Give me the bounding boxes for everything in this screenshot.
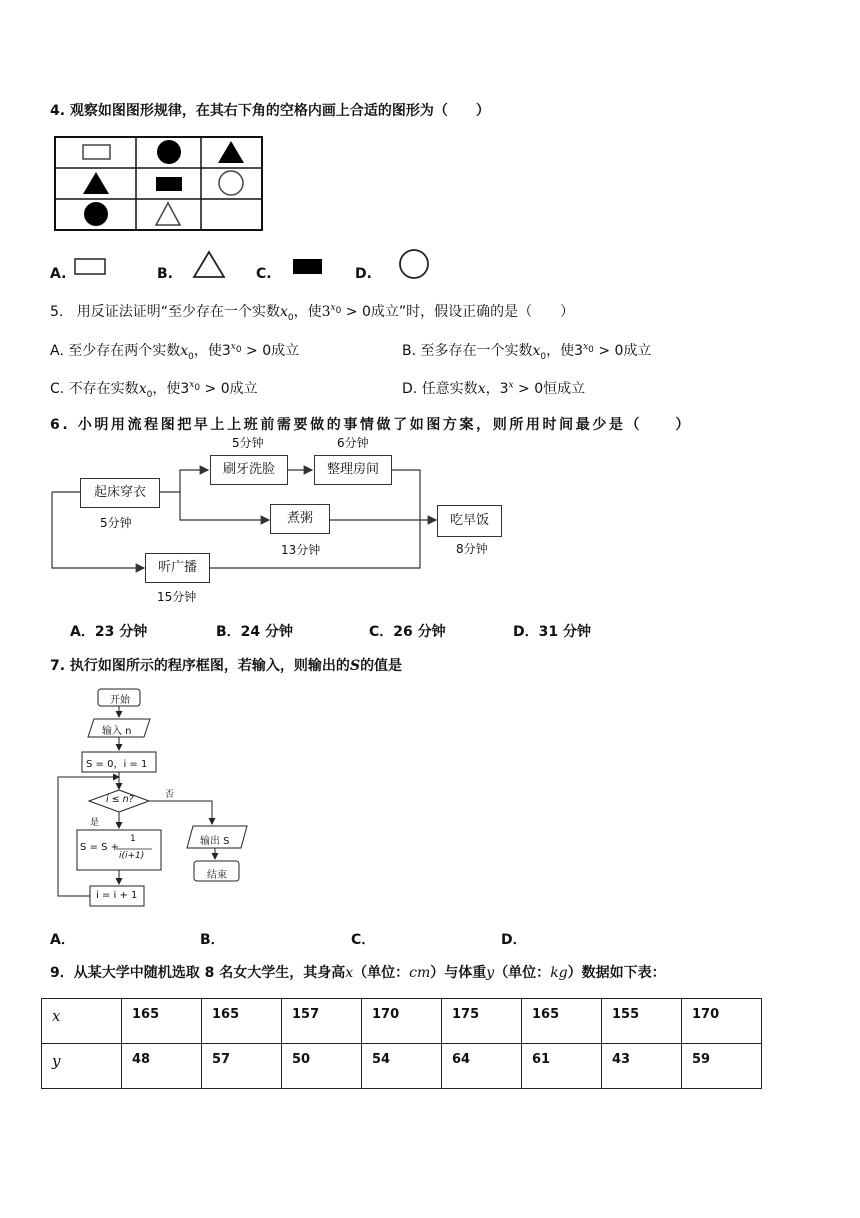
question-7-text: 7. 执行如图所示的程序框图，若输入，则输出的S的值是 xyxy=(50,658,403,674)
height-weight-table xyxy=(41,998,762,1089)
time-radio: 15分钟 xyxy=(157,590,197,604)
q4-option-b[interactable]: B. xyxy=(157,266,173,282)
flow-box-brush: 刷牙洗脸 xyxy=(210,455,288,485)
q6-option-b[interactable]: B．24 分钟 xyxy=(216,624,294,640)
y-cell: 59 xyxy=(682,1044,762,1089)
filled-circle-shape xyxy=(157,140,181,164)
y-cell: 61 xyxy=(522,1044,602,1089)
y-cell: 54 xyxy=(362,1044,442,1089)
table-row-y xyxy=(42,1044,762,1089)
question-5-text: 5. 用反证法证明“至少存在一个实数$x_0$，使$3^{x_0} > 0$成立”时，假设正确的是（ ） xyxy=(50,303,575,323)
question-6-text: 6. 小明用流程图把早上上班前需要做的事情做了如图方案，则所用时间最少是（ ） xyxy=(50,417,692,433)
q7-option-d[interactable]: D． xyxy=(501,932,527,948)
flow-box-breakfast: 吃早饭 xyxy=(437,505,502,537)
x-cell: 170 xyxy=(362,999,442,1044)
time-wake: 5分钟 xyxy=(100,516,132,530)
table-row-x xyxy=(42,999,762,1044)
row-label-x: x xyxy=(42,999,122,1044)
program-flowchart xyxy=(50,686,260,912)
question-9-text: 9．从某大学中随机选取 8 名女大学生，其身高x（单位：cm）与体重y（单位：kg）数据如下表： xyxy=(50,965,666,981)
hollow-rectangle-icon xyxy=(74,258,108,276)
x-cell: 165 xyxy=(122,999,202,1044)
pattern-grid xyxy=(54,136,266,232)
time-brush: 5分钟 xyxy=(232,436,264,450)
y-cell: 43 xyxy=(602,1044,682,1089)
y-cell: 57 xyxy=(202,1044,282,1089)
hollow-circle-shape xyxy=(219,171,243,195)
q6-option-d[interactable]: D．31 分钟 xyxy=(513,624,591,640)
q6-option-a[interactable]: A．23 分钟 xyxy=(70,624,148,640)
time-porridge: 13分钟 xyxy=(281,543,321,557)
flow-update: S = S + xyxy=(80,842,119,853)
flow-frac-den: i(i+1) xyxy=(119,851,145,861)
hollow-rectangle-shape xyxy=(83,145,110,159)
y-cell: 48 xyxy=(122,1044,202,1089)
x-cell: 155 xyxy=(602,999,682,1044)
q5-option-b[interactable]: B. 至多存在一个实数$x_0$，使$3^{x_0} > 0$成立 xyxy=(402,342,652,362)
flow-condition: i ≤ n? xyxy=(106,794,134,805)
filled-rectangle-shape xyxy=(156,177,182,191)
row-label-y: y xyxy=(42,1044,122,1089)
flow-box-tidy: 整理房间 xyxy=(314,455,392,485)
x-cell: 175 xyxy=(442,999,522,1044)
x-cell: 165 xyxy=(202,999,282,1044)
filled-circle-shape xyxy=(84,202,108,226)
flow-box-radio: 听广播 xyxy=(145,553,210,583)
flow-output: 输出 S xyxy=(200,836,230,847)
time-tidy: 6分钟 xyxy=(337,436,369,450)
flow-yes-label: 是 xyxy=(90,818,100,828)
x-cell: 157 xyxy=(282,999,362,1044)
flow-start: 开始 xyxy=(110,695,130,706)
y-cell: 50 xyxy=(282,1044,362,1089)
q4-option-a[interactable]: A. xyxy=(50,266,67,282)
y-cell: 64 xyxy=(442,1044,522,1089)
flow-input: 输入 n xyxy=(102,726,132,737)
q5-option-d[interactable]: D. 任意实数x，$3^x > 0$恒成立 xyxy=(402,380,586,397)
flow-init: S = 0，i = 1 xyxy=(86,759,148,770)
q5-option-a[interactable]: A. 至少存在两个实数$x_0$，使$3^{x_0} > 0$成立 xyxy=(50,342,300,362)
q5-option-c[interactable]: C. 不存在实数$x_0$，使$3^{x_0} > 0$成立 xyxy=(50,380,258,400)
filled-triangle-shape xyxy=(218,141,244,163)
question-4-text: 4. 观察如图图形规律，在其右下角的空格内画上合适的图形为（ ） xyxy=(50,103,490,119)
hollow-circle-icon xyxy=(398,248,432,280)
q7-option-b[interactable]: B． xyxy=(200,932,225,948)
q4-option-d[interactable]: D. xyxy=(355,266,372,282)
q7-option-a[interactable]: A． xyxy=(50,932,75,948)
q7-option-c[interactable]: C． xyxy=(351,932,376,948)
flow-end: 结束 xyxy=(207,870,227,881)
flow-increment: i = i + 1 xyxy=(96,890,138,901)
x-cell: 170 xyxy=(682,999,762,1044)
flow-box-porridge: 煮粥 xyxy=(270,504,330,534)
hollow-triangle-icon xyxy=(192,250,226,280)
q6-option-c[interactable]: C．26 分钟 xyxy=(369,624,446,640)
flow-frac-num: 1 xyxy=(130,834,136,844)
q4-option-c[interactable]: C. xyxy=(256,266,272,282)
filled-triangle-shape xyxy=(83,172,109,194)
x-cell: 165 xyxy=(522,999,602,1044)
filled-rectangle-icon xyxy=(292,258,324,276)
flow-no-label: 否 xyxy=(165,790,175,800)
time-breakfast: 8分钟 xyxy=(456,542,488,556)
hollow-triangle-shape xyxy=(156,203,180,225)
flow-box-wake: 起床穿衣 xyxy=(80,478,160,508)
